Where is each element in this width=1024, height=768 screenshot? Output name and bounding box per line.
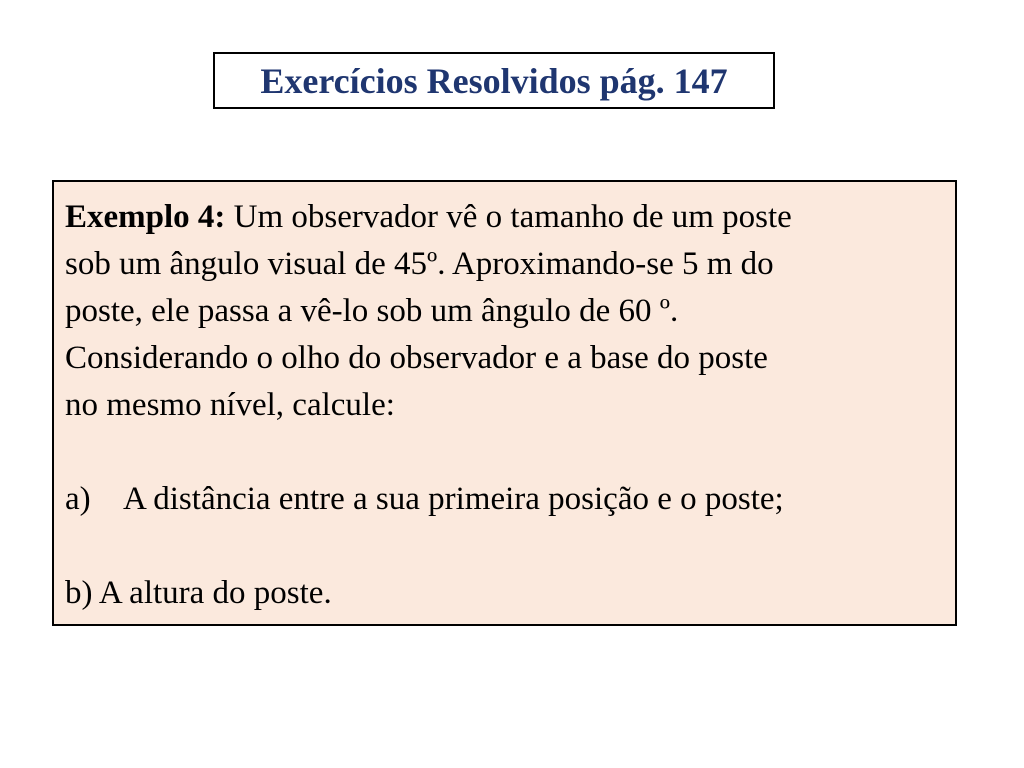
problem-box [52, 180, 957, 626]
example-label: Exemplo 4: [65, 199, 226, 235]
statement-line-2: sob um ângulo visual de 45º. Aproximando-se 5 m do [65, 246, 774, 282]
blank-line [65, 429, 945, 476]
slide-title-box [213, 52, 775, 109]
problem-statement [65, 194, 945, 617]
statement-line-1 [65, 194, 945, 241]
item-a-marker: a) [65, 481, 91, 517]
slide-title: Exercícios Resolvidos pág. 147 [260, 60, 728, 101]
statement-line-1-text: Um observador vê o tamanho de um poste [225, 199, 792, 235]
statement-line-3: poste, ele passa a vê-lo sob um ângulo de 60 º. [65, 293, 679, 329]
statement-line-5: no mesmo nível, calcule: [65, 387, 395, 423]
blank-line [65, 523, 945, 570]
statement-line-4: Considerando o olho do observador e a base do poste [65, 340, 768, 376]
item-a-text: A distância entre a sua primeira posição e o poste; [123, 481, 784, 517]
question-item-b: b) A altura do poste. [65, 575, 332, 611]
question-item-a [65, 476, 945, 523]
